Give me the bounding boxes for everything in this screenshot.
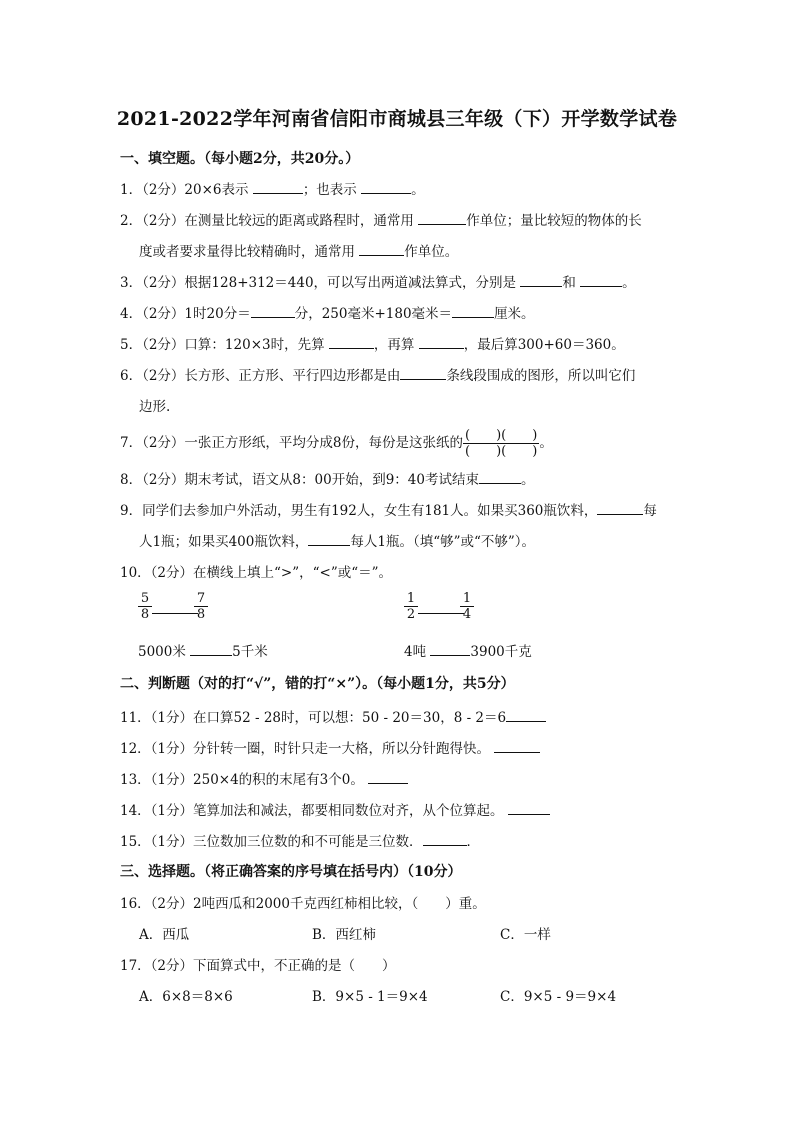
answer-blank[interactable] [506, 708, 546, 722]
answer-blank[interactable] [190, 642, 232, 656]
answer-blank[interactable] [359, 242, 404, 256]
answer-blank[interactable] [597, 501, 643, 515]
question-1: 1．（2分）20×6表示 ；也表示 。 [120, 182, 425, 198]
question-11: 11．（1分）在口算52 - 28时，可以想：50 - 20＝30，8 - 2＝6 [120, 706, 546, 726]
question-4: 4．（2分）1时20分＝ 分，250毫米+180毫米＝ 厘米。 [120, 306, 535, 322]
question-6-cont: 边形. [139, 399, 171, 415]
fraction-compare-2: $\frac{1}{2}$ $\frac{1}{4}$ [404, 591, 474, 622]
question-2-cont: 度或者要求量得比较精确时，通常用 作单位。 [139, 244, 459, 260]
answer-blank[interactable] [494, 739, 540, 753]
answer-blank[interactable] [479, 470, 521, 484]
answer-blank[interactable] [308, 532, 350, 546]
answer-blank[interactable] [520, 273, 562, 287]
section-heading-true-false: 二、判断题（对的打“√”，错的打“×”）。（每小题1分，共5分） [120, 676, 515, 692]
choice-b[interactable]: B．9×5 - 1＝9×4 [312, 989, 428, 1005]
answer-blank[interactable] [418, 600, 464, 614]
answer-blank[interactable] [361, 180, 411, 194]
answer-blank[interactable] [400, 366, 446, 380]
question-15: 15．（1分）三位数加三位数的和不可能是三位数． ． [120, 834, 481, 850]
question-5: 5．（2分）口算：120×3时，先算 ，再算 ，最后算300+60＝360。 [120, 337, 625, 353]
fraction-answer[interactable]: $\frac{( )( )}{( )( )}$ [465, 428, 538, 459]
section-heading-fill-blank: 一、填空题。（每小题2分，共20分。） [120, 151, 360, 167]
answer-blank[interactable] [152, 600, 198, 614]
choice-a[interactable]: A．6×8＝8×6 [139, 989, 233, 1005]
question-13: 13．（1分）250×4的积的末尾有3个0。 [120, 768, 408, 788]
answer-blank[interactable] [452, 304, 494, 318]
unit-compare-1: 5000米 5千米 [138, 644, 268, 660]
question-17: 17．（2分）下面算式中，不正确的是（ ） [120, 958, 396, 974]
question-10: 10．（2分）在横线上填上“>”，“<”或“＝”。 [120, 565, 393, 581]
question-14: 14．（1分）笔算加法和减法，都要相同数位对齐，从个位算起。 [120, 799, 550, 819]
unit-compare-2: 4吨 3900千克 [404, 644, 532, 660]
question-2: 2．（2分）在测量比较远的距离或路程时，通常用 作单位；量比较短的物体的长 [120, 213, 642, 229]
question-12: 12．（1分）分针转一圈，时针只走一大格，所以分针跑得快。 [120, 737, 540, 757]
choice-a[interactable]: A．西瓜 [139, 927, 190, 943]
question-7: 7．（2分）一张正方形纸，平均分成8份，每份是这张纸的 $\frac{( )( )}{( )( )}$ 。 [120, 428, 553, 459]
answer-blank[interactable] [580, 273, 622, 287]
answer-blank[interactable] [423, 832, 467, 846]
question-9-cont: 人1瓶；如果买400瓶饮料， 每人1瓶。（填“够”或“不够”）。 [139, 534, 536, 550]
choice-c[interactable]: C．一样 [500, 927, 551, 943]
question-9: 9．同学们去参加户外活动，男生有192人，女生有181人。如果买360瓶饮料， 每 [120, 503, 657, 519]
fraction-compare-1: $\frac{5}{8}$ $\frac{7}{8}$ [138, 591, 208, 622]
question-3: 3．（2分）根据128+312＝440，可以写出两道减法算式，分别是 和 。 [120, 275, 636, 291]
choice-c[interactable]: C．9×5 - 9＝9×4 [500, 989, 617, 1005]
answer-blank[interactable] [251, 304, 295, 318]
question-8: 8．（2分）期末考试，语文从8：00开始，到9：40考试结束 。 [120, 472, 535, 488]
question-16: 16．（2分）2吨西瓜和2000千克西红柿相比较，（ ）重。 [120, 896, 486, 912]
answer-blank[interactable] [329, 335, 374, 349]
question-6: 6．（2分）长方形、正方形、平行四边形都是由 条线段围成的图形，所以叫它们 [120, 368, 636, 384]
answer-blank[interactable] [418, 211, 466, 225]
answer-blank[interactable] [430, 642, 470, 656]
answer-blank[interactable] [508, 801, 550, 815]
answer-blank[interactable] [368, 770, 408, 784]
section-heading-multiple-choice: 三、选择题。（将正确答案的序号填在括号内）（10分） [120, 864, 462, 880]
answer-blank[interactable] [419, 335, 464, 349]
answer-blank[interactable] [253, 180, 303, 194]
choice-b[interactable]: B．西红柿 [312, 927, 376, 943]
page-title: 2021-2022学年河南省信阳市商城县三年级（下）开学数学试卷 [116, 108, 678, 130]
